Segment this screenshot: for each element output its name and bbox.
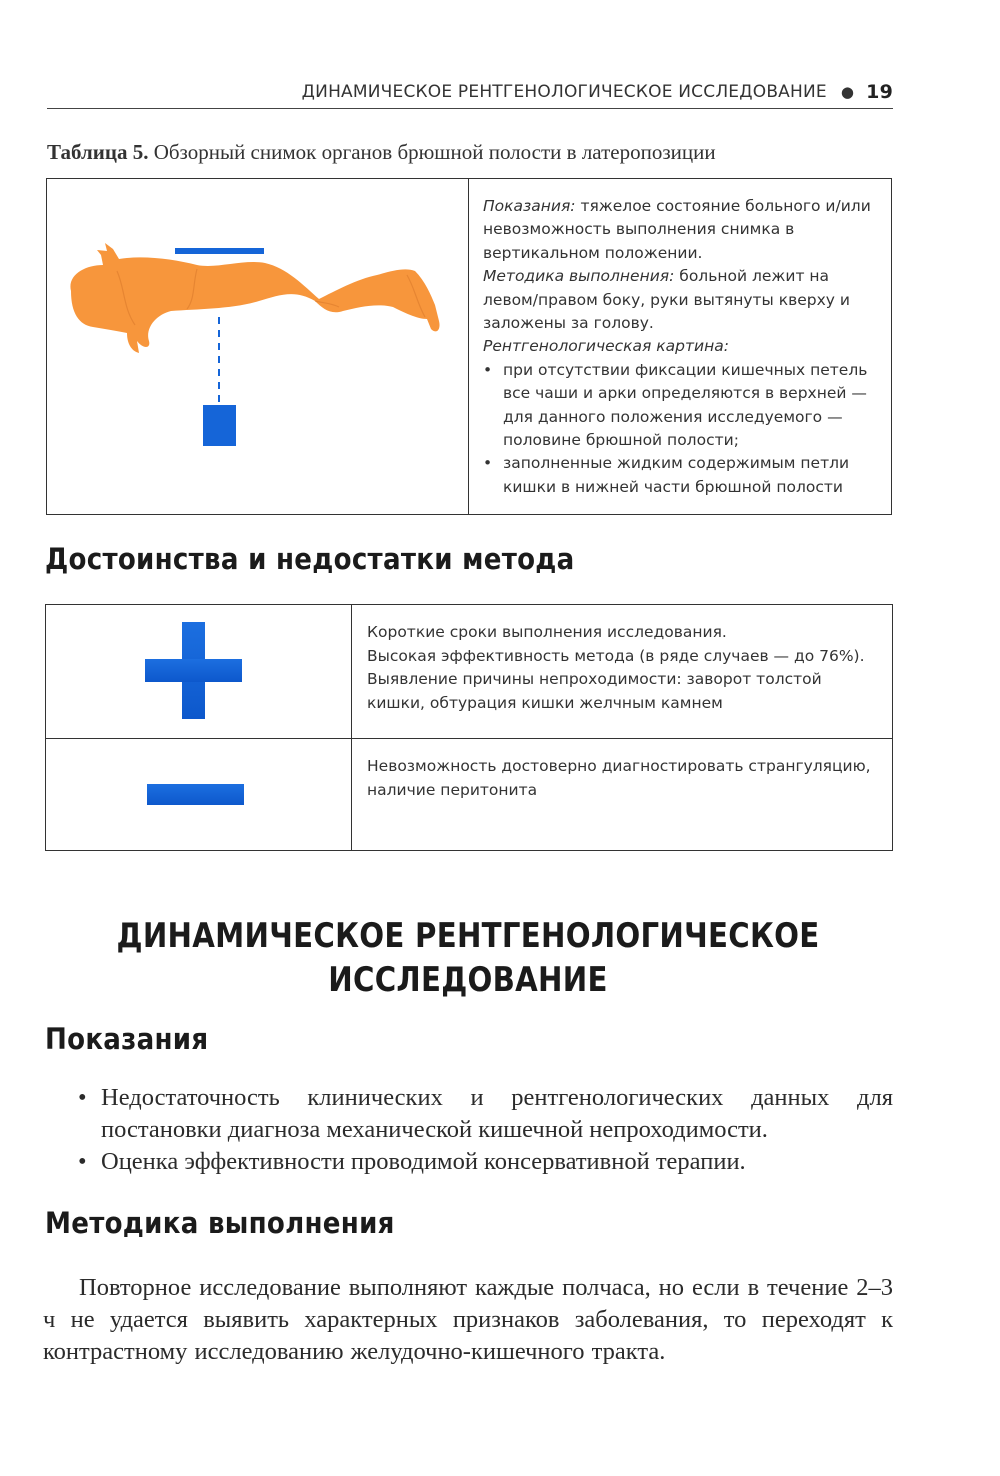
- plus-icon-bar: [145, 659, 242, 682]
- advantages-text: [352, 605, 892, 738]
- lateral-position-figure: [47, 179, 468, 513]
- plus-cell: [46, 605, 352, 738]
- list-item: • заполненные жидким содержимым петли кишки в нижней части брюшной полости: [483, 452, 881, 499]
- minus-cell: [46, 739, 352, 850]
- advantage-line: Выявление причины непроходимости: заворот толстой кишки, обтурация кишки желчным камнем: [367, 670, 822, 712]
- minus-icon: [147, 784, 244, 805]
- technique-paragraph: [483, 265, 881, 335]
- technique-paragraph-body: Повторное исследование выполняют каждые полчаса, но если в течение 2–3 ч не удается выявить характерных признаков заболевания, то переходят к контрастному исследованию желудочно-кишечного тракта.: [43, 1274, 893, 1365]
- table-caption-label: Таблица 5.: [47, 140, 149, 164]
- disadvantages-text: [352, 739, 892, 850]
- running-title: ДИНАМИЧЕСКОЕ РЕНТГЕНОЛОГИЧЕСКОЕ ИССЛЕДОВАНИЕ: [301, 82, 827, 102]
- section-title-line-2: ИССЛЕДОВАНИЕ: [328, 960, 608, 1000]
- indications-heading: Показания: [45, 1022, 209, 1056]
- pros-row: [46, 605, 892, 739]
- advantage-line: Короткие сроки выполнения исследования.: [367, 623, 727, 641]
- section-title: [0, 914, 936, 1002]
- bullet-separator: ●: [840, 83, 855, 101]
- indications-list: [78, 1082, 893, 1178]
- list-item: • при отсутствии фиксации кишечных петель все чаши и арки определяются в верхней — для данного положения исследуемого — половине брюшной полости;: [483, 359, 881, 453]
- radiological-picture-label: Рентгенологическая картина:: [483, 337, 729, 356]
- disadvantage-line: Невозможность достоверно диагностировать странгуляцию, наличие перитонита: [367, 757, 871, 799]
- indications-paragraph: [483, 195, 881, 265]
- detector-plate-icon: [175, 248, 264, 254]
- pros-cons-table: [45, 604, 893, 851]
- x-ray-tube-icon: [203, 405, 236, 446]
- technique-text: больной лежит на левом/правом боку, руки вытянуты кверху и заложены за голову.: [483, 267, 850, 333]
- table-caption-text: Обзорный снимок органов брюшной полости в латеропозиции: [153, 140, 716, 164]
- running-header: [47, 76, 893, 109]
- advantage-line: Высокая эффективность метода (в ряде случаев — до 76%).: [367, 646, 865, 665]
- page-number: 19: [866, 81, 893, 103]
- lateral-position-illustration: [47, 179, 469, 514]
- technique-heading: Методика выполнения: [45, 1206, 395, 1240]
- table-caption: [47, 140, 893, 165]
- list-item: • Оценка эффективности проводимой консервативной терапии.: [78, 1146, 893, 1178]
- table-5-description: [469, 179, 891, 514]
- technique-label: Методика выполнения:: [483, 267, 675, 286]
- indications-text: тяжелое состояние больного и/или невозможность выполнения снимка в вертикальном положении.: [483, 197, 871, 262]
- patient-figure-icon: [70, 243, 439, 353]
- cons-row: [46, 739, 892, 850]
- findings-list: [483, 359, 881, 499]
- indications-label: Показания:: [483, 197, 576, 215]
- table-5: [46, 178, 892, 515]
- section-title-line-1: ДИНАМИЧЕСКОЕ РЕНТГЕНОЛОГИЧЕСКОЕ: [116, 916, 820, 956]
- list-item: • Недостаточность клинических и рентгенологических данных для постановки диагноза механической кишечной непроходимости.: [78, 1082, 893, 1146]
- pros-cons-heading: Достоинства и недостатки метода: [45, 542, 575, 576]
